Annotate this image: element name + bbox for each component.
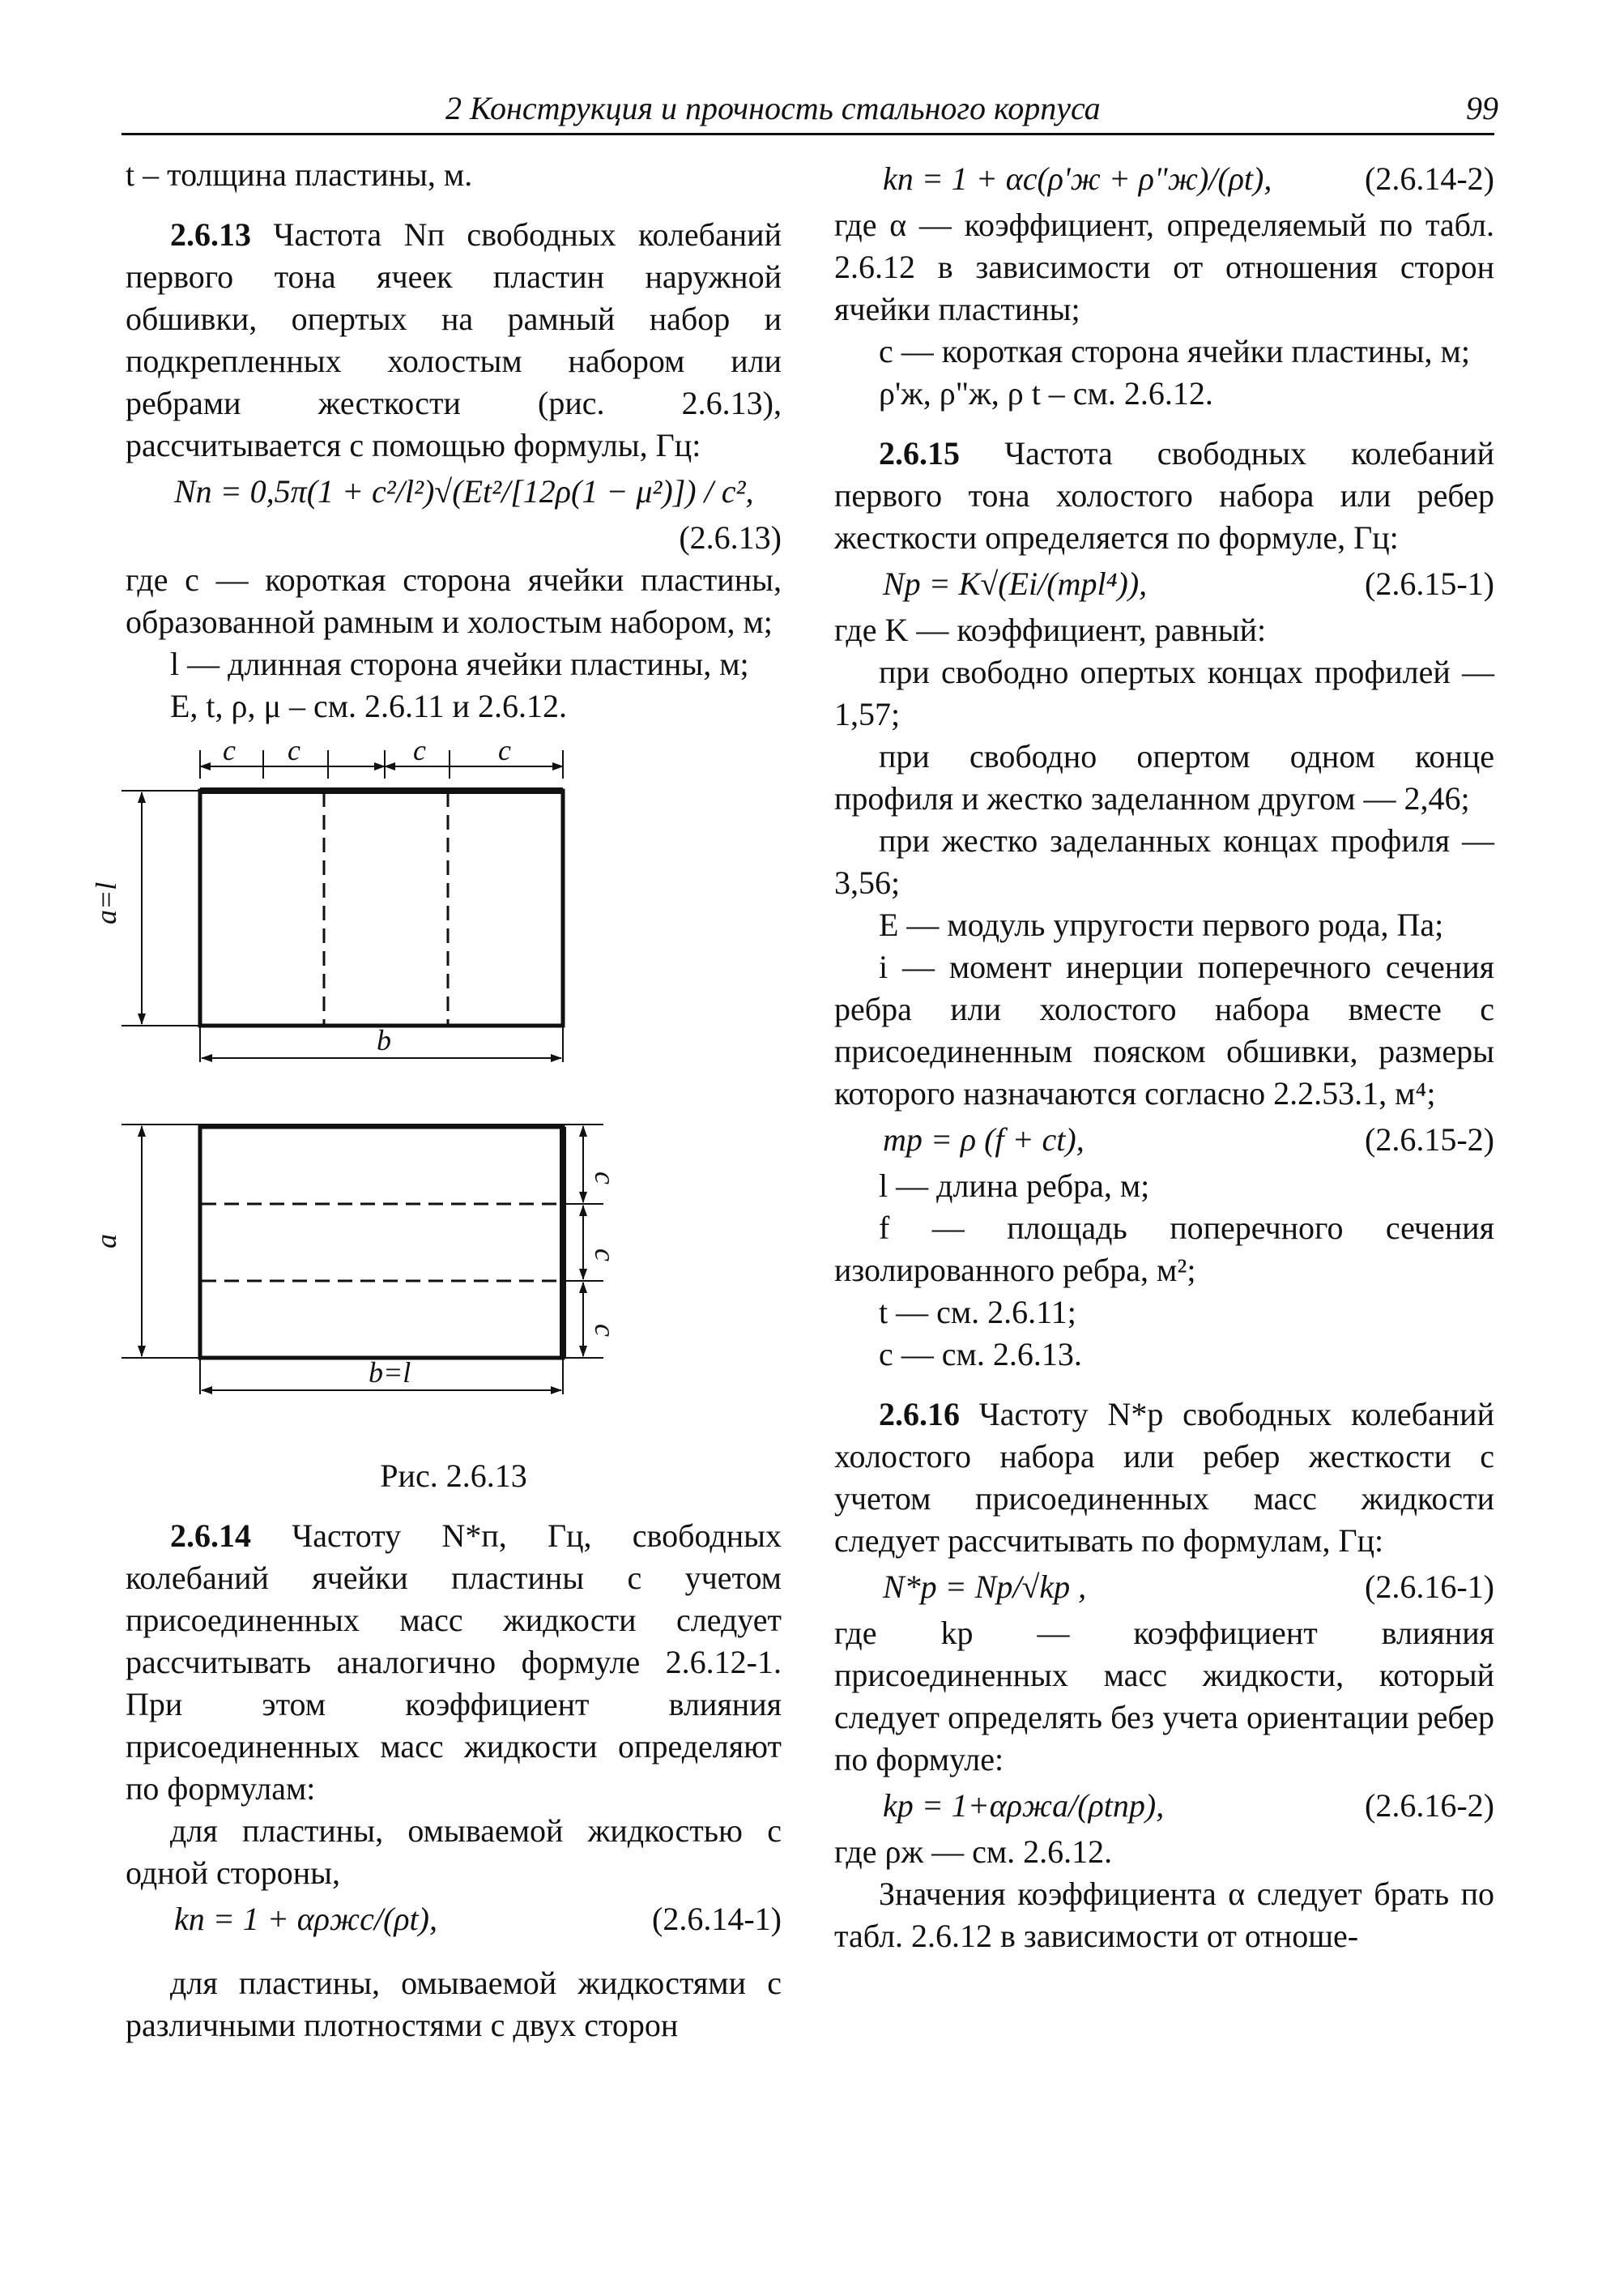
running-header xyxy=(121,89,1498,128)
formula-number: (2.6.14-2) xyxy=(1365,160,1494,197)
section-number: 2.6.15 xyxy=(879,435,960,472)
paragraph: l — длина ребра, м; xyxy=(879,1167,1150,1204)
section-number: 2.6.13 xyxy=(170,216,251,253)
formula-2-6-13 xyxy=(126,467,782,517)
section-text: Частота Nп свободных колебаний первого тона ячеек пластин наружной обшивки, опертых на рамный набор и подкрепленных холостым набором или ребрами жесткости (рис. 2.6.13), рассчитывается с помощью формулы, Гц: xyxy=(126,216,782,463)
formula-number: (2.6.16-1) xyxy=(1365,1568,1494,1605)
section-text: Частоту N*р свободных колебаний холостого набора или ребер жесткости с учетом присоединенных масс жидкости следует рассчитывать по формулам, Гц: xyxy=(834,1396,1494,1559)
paragraph: где ρж — см. 2.6.12. xyxy=(834,1833,1113,1870)
paragraph: c — короткая сторона ячейки пластины, м; xyxy=(879,333,1470,369)
formula-2-6-16-2 xyxy=(834,1781,1494,1831)
dim-label-c: c xyxy=(223,734,236,766)
paragraph: ρ'ж, ρ"ж, ρ t – см. 2.6.12. xyxy=(879,375,1213,412)
header-rule xyxy=(121,133,1494,135)
formula-expression: kп = 1 + αc(ρ'ж + ρ"ж)/(ρt), xyxy=(883,160,1272,197)
formula-number: (2.6.13) xyxy=(679,519,782,556)
paragraph: где c — короткая сторона ячейки пластины, образованной рамным и холостым набором, м; xyxy=(126,561,782,640)
dim-label-c: c xyxy=(498,734,511,766)
left-column xyxy=(90,154,782,2046)
section-2-6-15 xyxy=(834,433,1494,559)
paragraph: E — модуль упругости первого рода, Па; xyxy=(879,907,1444,943)
formula-expression: Nп = 0,5π(1 + c²/l²)√(Et²/[12ρ(1 − μ²)]) / c², xyxy=(174,473,754,510)
formula-number: (2.6.14-1) xyxy=(652,1901,782,1937)
formula-2-6-15-2 xyxy=(834,1115,1494,1165)
paragraph: Значения коэффициента α следует брать по табл. 2.6.12 в зависимости от отноше- xyxy=(834,1876,1494,1954)
paragraph: t — см. 2.6.11; xyxy=(879,1294,1076,1330)
paragraph: при жестко заделанных концах профиля — 3,56; xyxy=(834,822,1494,901)
dim-label-c: c xyxy=(589,1171,621,1184)
formula-2-6-16-1 xyxy=(834,1562,1494,1612)
paragraph: где kр — коэффициент влияния присоединенных масс жидкости, который следует определять без учета ориентации ребер по формуле: xyxy=(834,1615,1494,1777)
header-title: 2 Конструкция и прочность стального корпуса xyxy=(445,90,1101,126)
paragraph: для пластины, омываемой жидкостью с одной стороны, xyxy=(126,1812,782,1891)
paragraph: f — площадь поперечного сечения изолированного ребра, м²; xyxy=(834,1210,1494,1288)
figure-2-6-13 xyxy=(90,734,782,1455)
section-text: Частоту N*п, Гц, свободных колебаний ячейки пластины с учетом присоединенных масс жидкости следует рассчитывать аналогично формуле 2.6.12-1. При этом коэффициент влияния присоединенных масс жидкости определяют по формулам: xyxy=(126,1517,782,1807)
formula-expression: Nр = K√(Ei/(mрl⁴)), xyxy=(883,565,1148,602)
formula-expression: kп = 1 + αρжc/(ρt), xyxy=(174,1901,437,1937)
dim-label-b-eq-l: b=l xyxy=(369,1356,411,1389)
paragraph: l — длинная сторона ячейки пластины, м; xyxy=(170,646,749,682)
formula-2-6-14-2 xyxy=(834,154,1494,204)
right-column xyxy=(834,154,1494,1957)
paragraph: где K — коэффициент, равный: xyxy=(834,612,1267,648)
section-2-6-13 xyxy=(126,214,782,467)
figure-drawing xyxy=(90,734,782,1455)
figure-caption: Рис. 2.6.13 xyxy=(380,1457,527,1494)
section-text: Частота свободных колебаний первого тона холостого набора или ребер жесткости определяется по формуле, Гц: xyxy=(834,435,1494,556)
formula-expression: N*р = Nр/√kр , xyxy=(883,1568,1087,1605)
dim-label-a: a xyxy=(90,1234,122,1248)
formula-expression: kр = 1+αρжa/(ρtпр), xyxy=(883,1787,1165,1824)
paragraph: i — момент инерции поперечного сечения ребра или холостого набора вместе с присоединенным пояском обшивки, размеры которого назначаются согласно 2.2.53.1, м⁴; xyxy=(834,949,1494,1112)
paragraph: для пластины, омываемой жидкостями с различными плотностями с двух сторон xyxy=(126,1965,782,2043)
section-2-6-16 xyxy=(834,1393,1494,1562)
formula-number: (2.6.15-1) xyxy=(1365,565,1494,602)
paragraph: t – толщина пластины, м. xyxy=(126,156,473,193)
paragraph: где α — коэффициент, определяемый по табл. 2.6.12 в зависимости от отношения сторон ячейки пластины; xyxy=(834,207,1494,327)
section-2-6-14 xyxy=(126,1515,782,1810)
paragraph: E, t, ρ, μ – см. 2.6.11 и 2.6.12. xyxy=(170,688,567,724)
formula-2-6-14-1 xyxy=(126,1894,782,1944)
formula-number: (2.6.16-2) xyxy=(1365,1787,1494,1824)
dim-label-c: c xyxy=(413,734,426,766)
formula-expression: mр = ρ (f + ct), xyxy=(883,1121,1085,1158)
dim-label-a-eq-l: a=l xyxy=(90,881,122,924)
page-number: 99 xyxy=(1466,90,1498,126)
paragraph: при свободно опертом одном конце профиля и жестко заделанном другом — 2,46; xyxy=(834,738,1494,817)
dim-label-c: c xyxy=(589,1248,621,1261)
dim-label-c: c xyxy=(589,1324,621,1337)
section-number: 2.6.14 xyxy=(170,1517,251,1554)
formula-2-6-15-1 xyxy=(834,559,1494,609)
paragraph: c — см. 2.6.13. xyxy=(879,1336,1082,1372)
formula-number: (2.6.15-2) xyxy=(1365,1121,1494,1158)
dim-label-c: c xyxy=(288,734,300,766)
paragraph: при свободно опертых концах профилей — 1,57; xyxy=(834,654,1494,732)
dim-label-b: b xyxy=(377,1024,391,1056)
section-number: 2.6.16 xyxy=(879,1396,960,1432)
